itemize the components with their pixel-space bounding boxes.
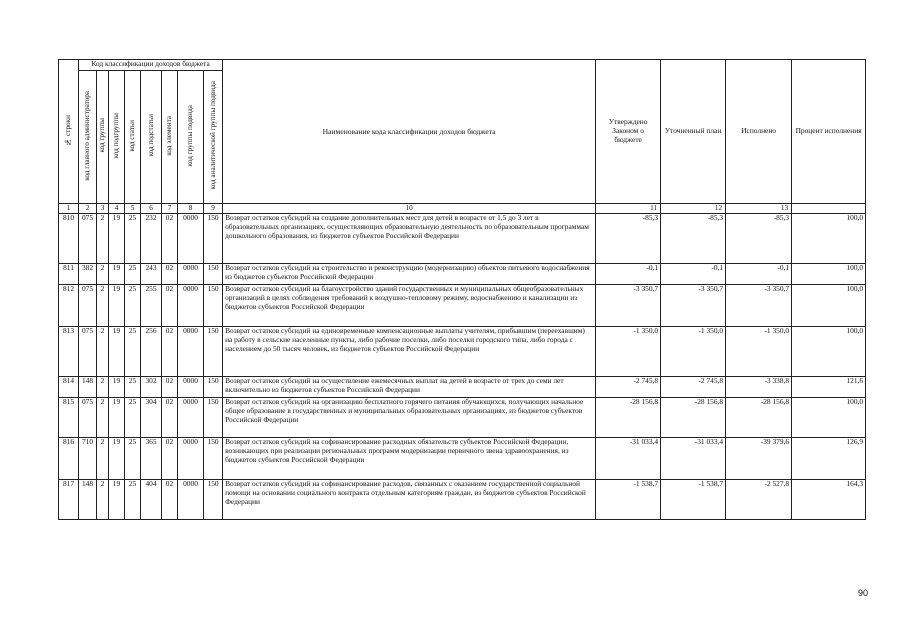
code-subarticle: 404 [141, 480, 162, 520]
executed-value: -28 156,8 [726, 398, 792, 438]
code-subtype-group: 0000 [178, 398, 204, 438]
approved-value: -1 350,0 [596, 327, 661, 377]
table-row [59, 285, 866, 327]
revenue-name: Возврат остатков субсидий на благоустройство зданий государственных и муниципальных общеобразовательных организаций в целях соблюдения требований к воздушно-тепловому режиму, водоснабжению и канализации из бюджетов субъектов Российской Федерации [223, 285, 596, 327]
code-element: 02 [162, 327, 178, 377]
code-admin: 148 [79, 480, 97, 520]
code-analytic-group: 150 [204, 327, 223, 377]
code-admin: 075 [79, 214, 97, 264]
refined-value: -1 538,7 [661, 480, 726, 520]
header-row-number: № строки [59, 60, 79, 204]
code-group: 2 [97, 264, 109, 285]
row-number: 814 [59, 377, 79, 398]
code-article: 25 [125, 214, 141, 264]
column-number: 9 [204, 204, 223, 214]
code-article: 25 [125, 327, 141, 377]
executed-value: -2 527,8 [726, 480, 792, 520]
header-approved: Утверждено Законом о бюджете [596, 60, 661, 204]
header-code-subgroup: код подгруппы [109, 71, 125, 204]
executed-value: -85,3 [726, 214, 792, 264]
row-number: 816 [59, 438, 79, 480]
code-admin: 075 [79, 285, 97, 327]
refined-value: -3 350,7 [661, 285, 726, 327]
percent-value: 100,0 [792, 398, 866, 438]
code-article: 25 [125, 438, 141, 480]
code-subarticle: 255 [141, 285, 162, 327]
percent-value: 100,0 [792, 327, 866, 377]
header-name: Наименование кода классификации доходов бюджета [223, 60, 596, 204]
row-number: 817 [59, 480, 79, 520]
revenue-name: Возврат остатков субсидий на софинансирование расходных обязательств субъектов Российской Федерации, возникающих при реализации региональных программ модернизации первичного звена здравоохранения, из бюджетов субъектов Российской Федерации [223, 438, 596, 480]
code-subgroup: 19 [109, 264, 125, 285]
header-code-element: код элемента [162, 71, 178, 204]
code-subgroup: 19 [109, 438, 125, 480]
column-number: 3 [97, 204, 109, 214]
code-analytic-group: 150 [204, 398, 223, 438]
code-analytic-group: 150 [204, 285, 223, 327]
table-row [59, 214, 866, 264]
header-refined: Уточненный план [661, 60, 726, 204]
code-element: 02 [162, 285, 178, 327]
executed-value: -0,1 [726, 264, 792, 285]
percent-value: 164,3 [792, 480, 866, 520]
percent-value: 100,0 [792, 285, 866, 327]
column-number: 13 [726, 204, 792, 214]
approved-value: -2 745,8 [596, 377, 661, 398]
code-analytic-group: 150 [204, 214, 223, 264]
refined-value: -2 745,8 [661, 377, 726, 398]
executed-value: -3 338,8 [726, 377, 792, 398]
code-subtype-group: 0000 [178, 214, 204, 264]
code-admin: 075 [79, 327, 97, 377]
code-element: 02 [162, 377, 178, 398]
row-number: 815 [59, 398, 79, 438]
approved-value: -28 156,8 [596, 398, 661, 438]
code-subgroup: 19 [109, 398, 125, 438]
percent-value: 100,0 [792, 264, 866, 285]
code-group: 2 [97, 377, 109, 398]
row-number: 812 [59, 285, 79, 327]
code-subgroup: 19 [109, 480, 125, 520]
column-number: 7 [162, 204, 178, 214]
code-subarticle: 304 [141, 398, 162, 438]
refined-value: -1 350,0 [661, 327, 726, 377]
code-article: 25 [125, 398, 141, 438]
row-number: 811 [59, 264, 79, 285]
header-classification-title: Код классификации доходов бюджета [79, 60, 223, 71]
column-number: 6 [141, 204, 162, 214]
table-row [59, 377, 866, 398]
refined-value: -0,1 [661, 264, 726, 285]
table-row [59, 480, 866, 520]
code-subarticle: 232 [141, 214, 162, 264]
column-number: 2 [79, 204, 97, 214]
executed-value: -1 350,0 [726, 327, 792, 377]
code-subtype-group: 0000 [178, 327, 204, 377]
executed-value: -3 350,7 [726, 285, 792, 327]
percent-value: 100,0 [792, 214, 866, 264]
header-code-admin: код главного администратора [79, 71, 97, 204]
code-analytic-group: 150 [204, 264, 223, 285]
column-number: 10 [223, 204, 596, 214]
code-group: 2 [97, 285, 109, 327]
code-element: 02 [162, 438, 178, 480]
refined-value: -31 033,4 [661, 438, 726, 480]
code-group: 2 [97, 398, 109, 438]
column-number [792, 204, 866, 214]
code-element: 02 [162, 214, 178, 264]
revenue-name: Возврат остатков субсидий на организацию бесплатного горячего питания обучающихся, получающих начальное общее образование в государственных и муниципальных образовательных организациях, из бюджетов субъектов Российской Федерации [223, 398, 596, 438]
column-number-row [59, 204, 866, 214]
code-admin: 148 [79, 377, 97, 398]
header-code-article: код статьи [125, 71, 141, 204]
revenue-name: Возврат остатков субсидий на строительство и реконструкцию (модернизацию) объектов питьевого водоснабжения из бюджетов субъектов Российской Федерации [223, 264, 596, 285]
code-admin: 075 [79, 398, 97, 438]
code-subtype-group: 0000 [178, 285, 204, 327]
table-row [59, 438, 866, 480]
header-code-subtype-group: код группы подвида [178, 71, 204, 204]
code-subarticle: 365 [141, 438, 162, 480]
code-subtype-group: 0000 [178, 264, 204, 285]
budget-revenue-table [58, 59, 866, 520]
code-analytic-group: 150 [204, 377, 223, 398]
approved-value: -3 350,7 [596, 285, 661, 327]
code-group: 2 [97, 480, 109, 520]
approved-value: -1 538,7 [596, 480, 661, 520]
refined-value: -28 156,8 [661, 398, 726, 438]
code-subarticle: 302 [141, 377, 162, 398]
code-group: 2 [97, 214, 109, 264]
column-number: 12 [661, 204, 726, 214]
code-group: 2 [97, 438, 109, 480]
code-admin: 382 [79, 264, 97, 285]
page-number: 90 [858, 588, 869, 598]
header-code-subarticle: код подстатьи [141, 71, 162, 204]
table-row [59, 398, 866, 438]
code-element: 02 [162, 264, 178, 285]
approved-value: -31 033,4 [596, 438, 661, 480]
code-subgroup: 19 [109, 377, 125, 398]
approved-value: -0,1 [596, 264, 661, 285]
code-subtype-group: 0000 [178, 377, 204, 398]
code-subgroup: 19 [109, 214, 125, 264]
executed-value: -39 379,6 [726, 438, 792, 480]
code-analytic-group: 150 [204, 438, 223, 480]
code-subgroup: 19 [109, 285, 125, 327]
table-row [59, 264, 866, 285]
code-admin: 710 [79, 438, 97, 480]
percent-value: 126,9 [792, 438, 866, 480]
column-number: 1 [59, 204, 79, 214]
code-subtype-group: 0000 [178, 480, 204, 520]
code-subgroup: 19 [109, 327, 125, 377]
revenue-name: Возврат остатков субсидий на создание дополнительных мест для детей в возрасте от 1,5 до 3 лет в образовательных организациях, осуществляющих образовательную деятельность по образовательным программам дошкольного образования, из бюджетов субъектов Российской Федерации [223, 214, 596, 264]
code-element: 02 [162, 480, 178, 520]
header-code-group: код группы [97, 71, 109, 204]
header-code-analytic-group: код аналитической группы подвида [204, 71, 223, 204]
code-subarticle: 256 [141, 327, 162, 377]
code-article: 25 [125, 377, 141, 398]
header-executed: Исполнено [726, 60, 792, 204]
row-number: 813 [59, 327, 79, 377]
table-row [59, 327, 866, 377]
column-number: 8 [178, 204, 204, 214]
code-article: 25 [125, 285, 141, 327]
code-analytic-group: 150 [204, 480, 223, 520]
percent-value: 121,6 [792, 377, 866, 398]
revenue-name: Возврат остатков субсидий на единовременные компенсационные выплаты учителям, прибывшим (переехавшим) на работу в сельские населенные пункты, либо рабочие поселки, либо поселки городского типа, либо города с населением до 50 тысяч человек, из бюджетов субъектов Российской Федерации [223, 327, 596, 377]
revenue-name: Возврат остатков субсидий на осуществление ежемесячных выплат на детей в возрасте от трех до семи лет включительно из бюджетов субъектов Российской Федерации [223, 377, 596, 398]
code-subtype-group: 0000 [178, 438, 204, 480]
code-element: 02 [162, 398, 178, 438]
column-number: 11 [596, 204, 661, 214]
table-body [59, 214, 866, 520]
refined-value: -85,3 [661, 214, 726, 264]
code-article: 25 [125, 264, 141, 285]
code-subarticle: 243 [141, 264, 162, 285]
column-number: 5 [125, 204, 141, 214]
approved-value: -85,3 [596, 214, 661, 264]
column-number: 4 [109, 204, 125, 214]
code-group: 2 [97, 327, 109, 377]
revenue-name: Возврат остатков субсидий на софинансирование расходов, связанных с оказанием государственной социальной помощи на основании социального контракта отдельным категориям граждан, из бюджетов субъектов Российской Федерации [223, 480, 596, 520]
code-article: 25 [125, 480, 141, 520]
row-number: 810 [59, 214, 79, 264]
header-percent: Процент исполнения [792, 60, 866, 204]
